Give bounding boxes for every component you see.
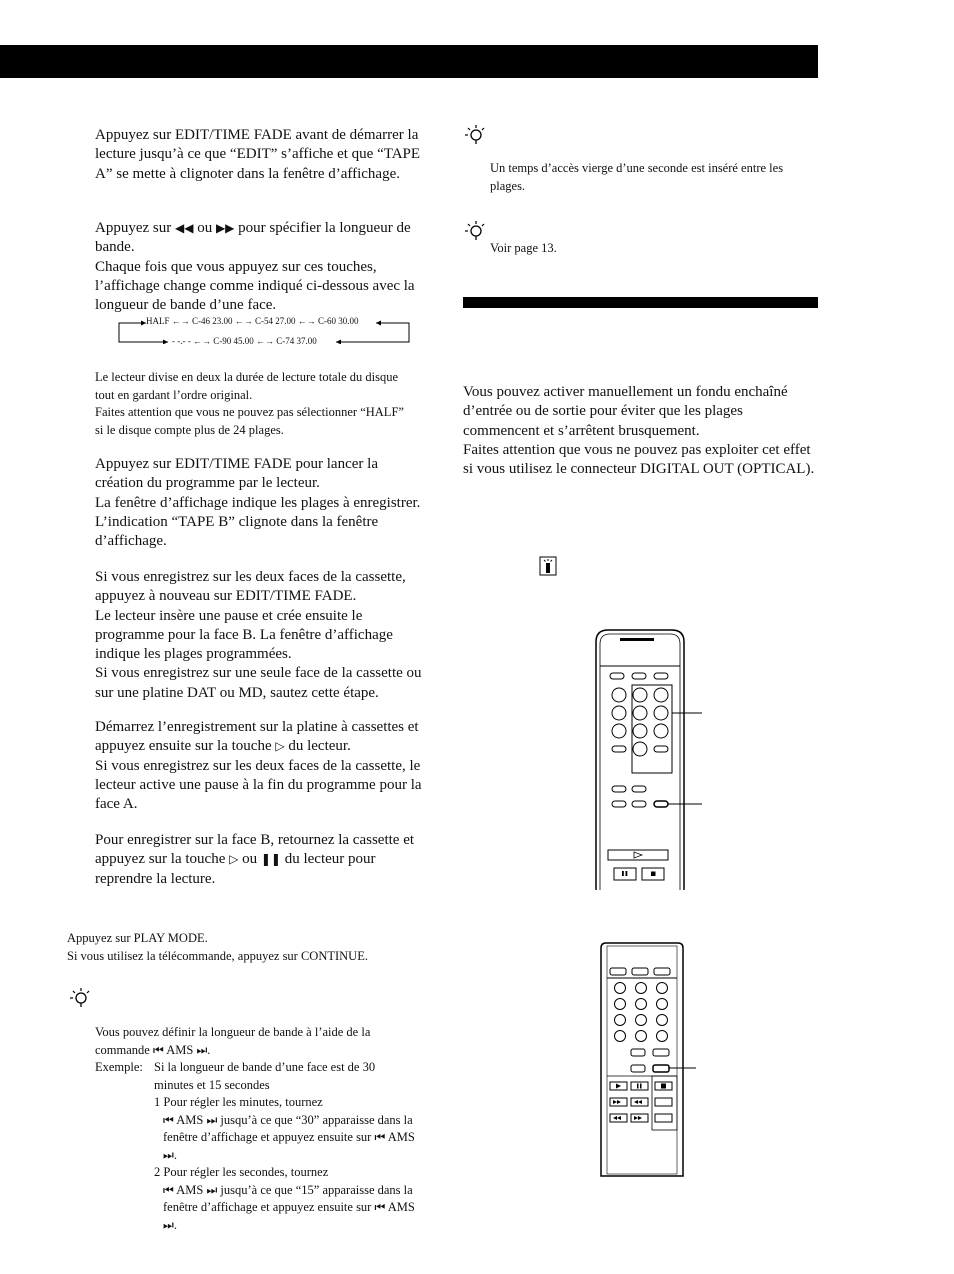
play-icon: ▷ xyxy=(275,739,285,754)
section-bar xyxy=(463,297,818,308)
tape-row-2: - -.- - ←→ C-90 45.00 ←→ C-74 37.00 xyxy=(172,336,317,346)
example-line: Si la longueur de bande d’une face est de 30 minutes et 15 secondes xyxy=(154,1060,376,1092)
example-label: Exemple: xyxy=(95,1060,143,1074)
next-icon: ⏭ xyxy=(206,1182,218,1197)
next-icon: ⏭ xyxy=(206,1112,218,1127)
prev-icon: ⏮ xyxy=(374,1200,386,1214)
fade-body: Vous pouvez activer manuellement un fondu enchaîné d’entrée ou de sortie pour éviter que les plages commencent et s’arrêtent brusquement. Faites attention que vous ne pouvez pas exploiter cet effet si vous utilisez le connecteur DIGITAL OUT (OPTICAL). xyxy=(463,384,815,478)
cancel-block: Appuyez sur PLAY MODE. Si vous utilisez la télécommande, appuyez sur CONTINUE. xyxy=(67,931,368,963)
prev-icon: ⏮ xyxy=(163,1182,174,1197)
tape-length-diagram xyxy=(118,316,410,344)
prev-icon: ⏮ xyxy=(374,1130,386,1144)
tip-icon xyxy=(69,987,91,1009)
tip-2-text: Voir page 13. xyxy=(490,241,557,255)
note-block: Le lecteur divise en deux la durée de lecture totale du disque tout en gardant l’ordre original. Faites attention que vous ne pouvez pas sélectionner “HALF” si le disque compte plus de 24 plages. xyxy=(95,370,404,437)
step-2: Appuyez sur ◀◀ ou ▶▶ pour spécifier la longueur de bande. Chaque fois que vous appuyez sur ces touches, l’affichage change comme indiqué ci-dessous avec la longueur de bande d’une face. xyxy=(95,220,415,314)
example-step-2: 2 Pour régler les secondes, tournez ⏮ AMS ⏭ jusqu’à ce que “15” apparaisse dans la fenêtre d’affichage et appuyez ensuite sur ⏮ AMS ⏭. xyxy=(154,1165,415,1232)
tip-icon xyxy=(464,124,486,146)
tip-1-text: Un temps d’accès vierge d’une seconde est inséré entre les plages. xyxy=(490,161,784,193)
header-bar xyxy=(0,45,818,78)
next-icon: ⏭ xyxy=(163,1147,174,1162)
example-step-1: 1 Pour régler les minutes, tournez ⏮ AMS ⏭ jusqu’à ce que “30” apparaisse dans la fenêtre d’affichage et appuyez ensuite sur ⏮ AMS ⏭. xyxy=(154,1095,415,1162)
remote-control-illustration xyxy=(594,628,710,890)
pause-icon: ❚❚ xyxy=(260,852,281,867)
next-icon: ⏭ xyxy=(196,1042,208,1057)
tip-icon xyxy=(464,220,486,242)
remote-control-illustration xyxy=(600,942,700,1178)
rewind-icon: ◀◀ xyxy=(174,221,194,235)
prev-icon: ⏮ xyxy=(152,1042,164,1057)
remote-indicator-icon xyxy=(539,556,557,581)
tip-ams-block: Vous pouvez définir la longueur de bande à l’aide de la commande ⏮ AMS ⏭. Exemple: Si la longueur de bande d’une face est de 30 minutes et 15 secondes 1 Pour régler les minutes, tournez ⏮ AMS ⏭ jusqu’à ce que “30” apparaisse dans la fenêtre d’affichage et appuyez ensuite sur ⏮ AMS ⏭. 2 Pour régler les secondes, tournez ⏮ AMS ⏭ jusqu’à ce que “15” apparaisse dans la fenêtre d’affichage et appuyez ensuite sur ⏮ AMS ⏭. xyxy=(95,1024,425,1234)
step-3: Appuyez sur EDIT/TIME FADE pour lancer la création du programme par le lecteur. La fenêtre d’affichage indique les plages à enregistrer. L’indication “TAPE B” clignote dans la fenêtre d’affichage. xyxy=(95,456,421,550)
tape-row-1: HALF ←→ C-46 23.00 ←→ C-54 27.00 ←→ C-60 30.00 xyxy=(146,316,359,326)
step-6: Pour enregistrer sur la face B, retournez la cassette et appuyez sur la touche ▷ ou ❚❚ du lecteur pour reprendre la lecture. xyxy=(95,832,415,887)
step-4: Si vous enregistrez sur les deux faces de la cassette, appuyez à nouveau sur EDIT/TIME FADE. Le lecteur insère une pause et crée ensuite le programme pour la face B. La fenêtre d’affichage indique les plages programmées. Si vous enregistrez sur une seule face de la cassette ou sur une platine DAT ou MD, sautez cette étape. xyxy=(95,569,422,701)
step-5: Démarrez l’enregistrement sur la platine à cassettes et appuyez ensuite sur la touche ▷ du lecteur. Si vous enregistrez sur les deux faces de la cassette, le lecteur active une pause à la fin du programme pour la face A. xyxy=(95,719,422,813)
next-icon: ⏭ xyxy=(163,1217,174,1232)
step-1: Appuyez sur EDIT/TIME FADE avant de démarrer la lecture jusqu’à ce que “EDIT” s’affiche et que “TAPE A” se mette à clignoter dans la fenêtre d’affichage. xyxy=(95,127,421,182)
fast-forward-icon: ▶▶ xyxy=(215,221,235,235)
prev-icon: ⏮ xyxy=(163,1112,174,1127)
play-icon: ▷ xyxy=(229,852,239,867)
